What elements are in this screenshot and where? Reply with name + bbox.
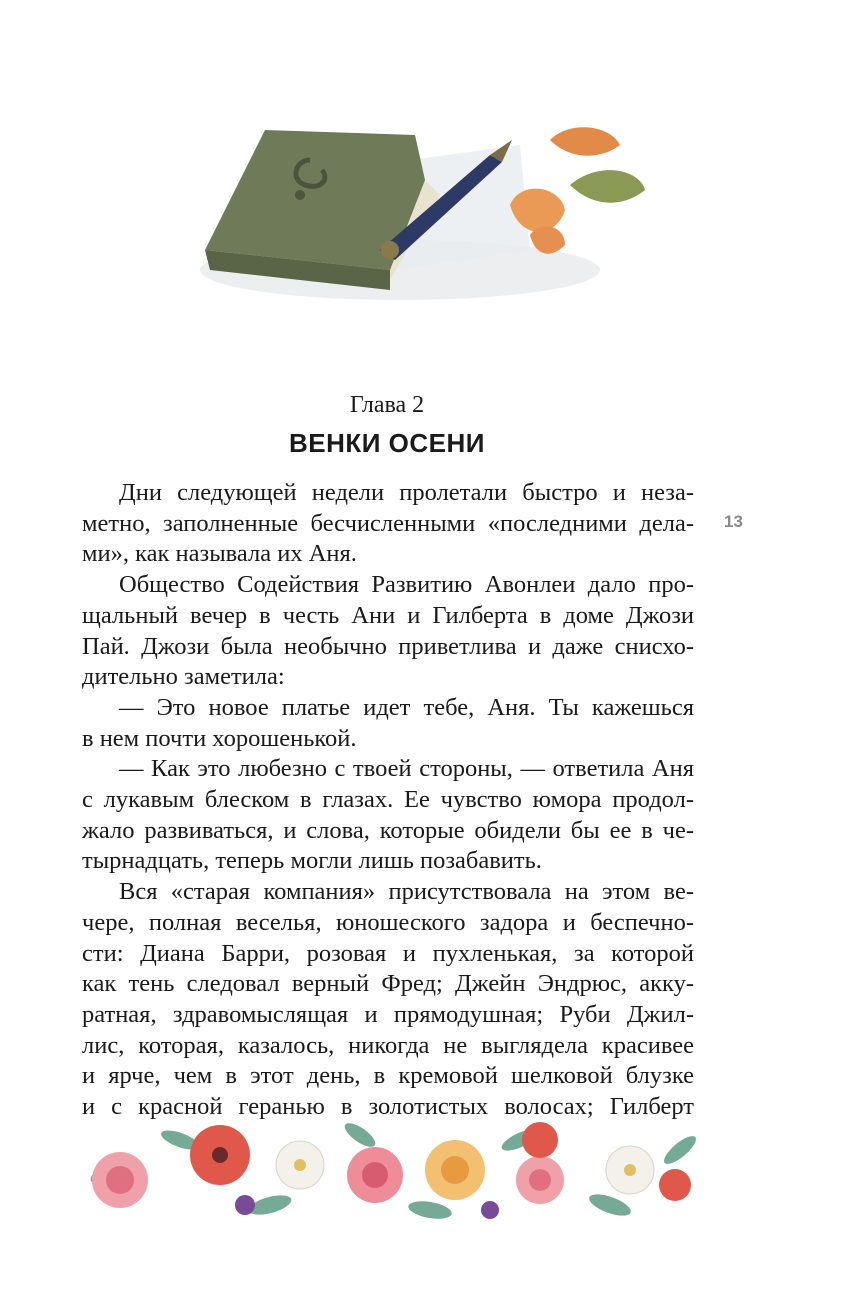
orange-leaf [550, 127, 620, 155]
rose-flower [92, 1152, 148, 1208]
text-line: Дни следующей недели пролетали быстро и неза- [119, 479, 694, 506]
text-line: лис, которая, казалось, никогда не выглядела красивее [82, 1031, 694, 1059]
book-pen-leaves-illustration [190, 100, 660, 310]
text-line: тырнадцать, теперь могли лишь позабавить. [82, 847, 542, 875]
dahlia-flower [425, 1140, 485, 1200]
text-line: как тень следовал верный Фред; Джейн Эндрюс, акку- [82, 970, 694, 998]
pen-ring [381, 241, 399, 259]
chapter-title: ВЕНКИ ОСЕНИ [289, 428, 485, 458]
text-line: ми», как называла их Аня. [82, 540, 357, 568]
text-line: с лукавым блеском в глазах. Ее чувство юмора продол- [82, 786, 694, 814]
poppy-flower [522, 1122, 558, 1158]
rose-flower [516, 1156, 564, 1204]
paragraph [82, 478, 694, 570]
body-text [82, 478, 694, 1123]
text-line: Пай. Джози была необычно приветлива и даже снисхо- [82, 632, 694, 660]
text-line: жало развиваться, и слова, которые обидели бы ее в че- [82, 816, 694, 844]
text-line: метно, заполненные бесчисленными «последними дела- [82, 509, 694, 537]
paragraph [82, 693, 694, 754]
white-flower [276, 1141, 324, 1189]
text-line: Общество Содействия Развитию Авонлеи дало про- [119, 571, 694, 599]
text-line: щальный вечер в честь Ани и Гилберта в доме Джози [82, 601, 694, 629]
text-line: чере, полная веселья, юношеского задора и беспечно- [82, 908, 694, 936]
text-line: — Это новое платье идет тебе, Аня. Ты кажешься [119, 693, 694, 721]
text-line: — Как это любезно с твоей стороны, — ответила Аня [119, 755, 694, 783]
text-line: сти: Диана Барри, розовая и пухленькая, за которой [82, 939, 694, 967]
poppy-flower [190, 1125, 250, 1185]
poppy-flower [659, 1169, 691, 1201]
text-line: в нем почти хорошенькой. [82, 724, 357, 752]
chapter-label: Глава 2 [349, 392, 425, 418]
paragraph [82, 570, 694, 693]
book-emblem-dot [295, 190, 305, 200]
page-number: 13 [724, 512, 743, 531]
floral-garland-ornament [70, 1110, 710, 1230]
paragraph [82, 877, 694, 1123]
rose-flower [347, 1147, 403, 1203]
text-line: и с красной геранью в золотистых волосах; Гилберт [82, 1093, 694, 1121]
text-line: ратная, здравомыслящая и прямодушная; Руби Джил- [82, 1000, 694, 1028]
text-line: дительно заметила: [82, 663, 285, 691]
white-flower [606, 1146, 654, 1194]
green-leaf [570, 170, 645, 203]
text-line: Вся «старая компания» присутствовала на этом ве- [119, 878, 694, 906]
paragraph [82, 754, 694, 877]
text-line: и ярче, чем в этот день, в кремовой шелковой блузке [82, 1062, 694, 1090]
